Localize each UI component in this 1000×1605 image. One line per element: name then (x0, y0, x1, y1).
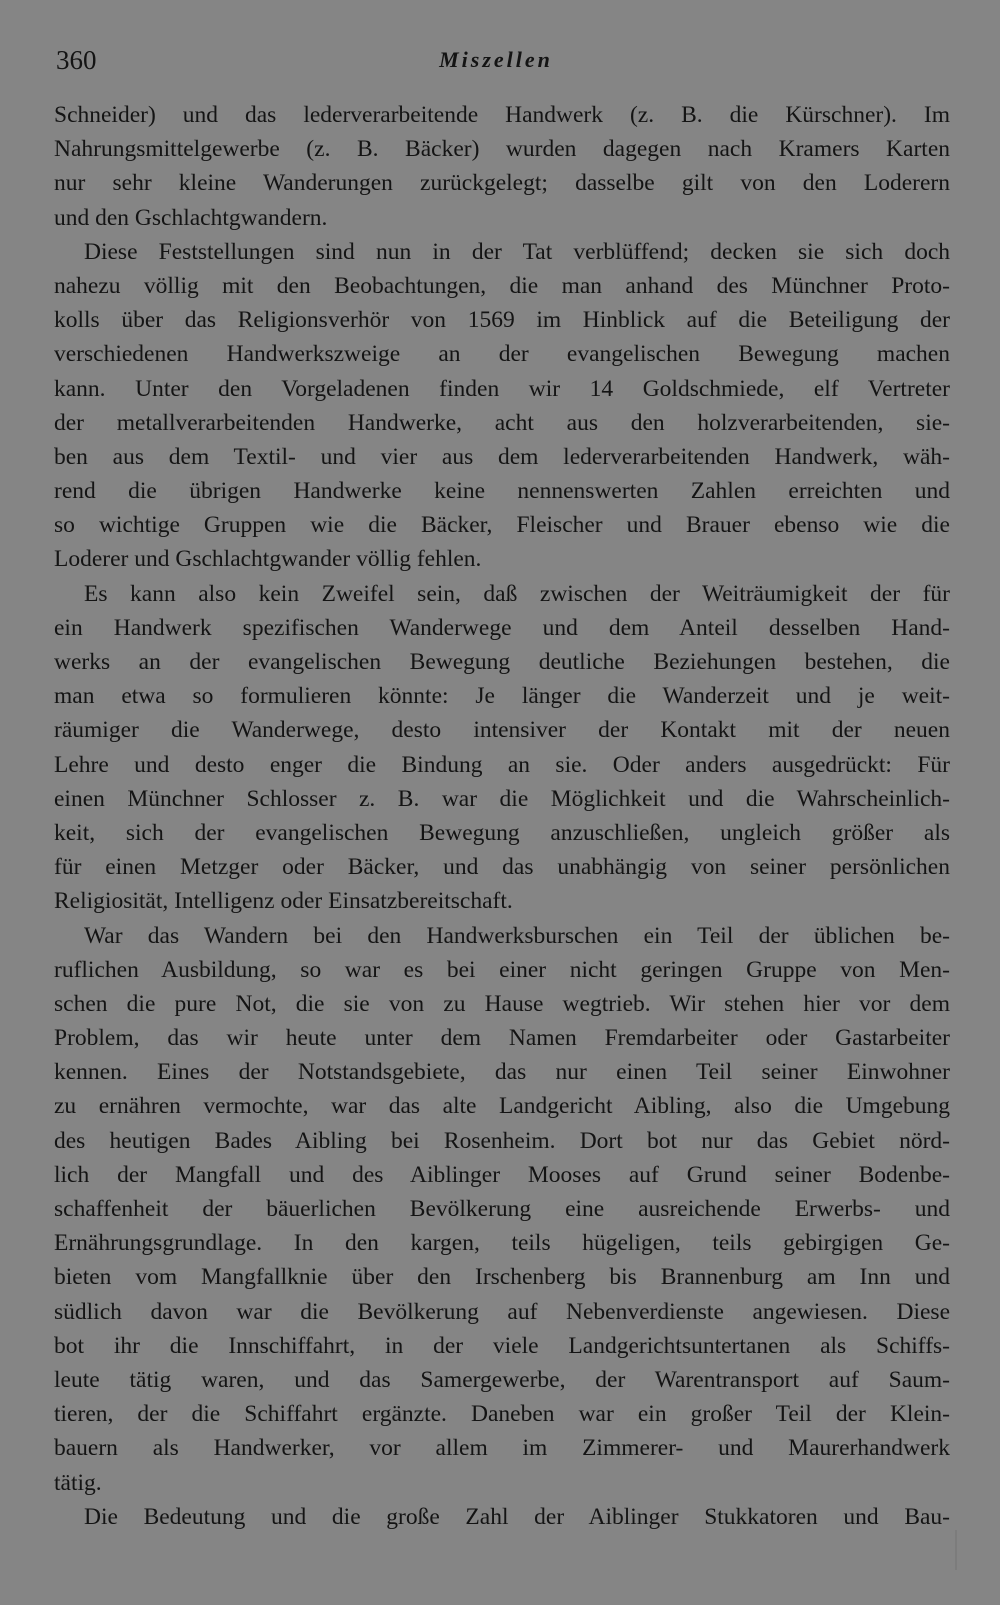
text-line: bot ihr die Innschiffahrt, in der viele Landgerichtsuntertanen als Schiffs- (54, 1332, 950, 1359)
text-line: Schneider) und das lederverarbeitende Handwerk (z. B. die Kürschner). Im (54, 102, 950, 128)
text-line: bieten vom Mangfallknie über den Irschenberg bis Brannenburg am Inn und (54, 1264, 950, 1291)
text-line: nahezu völlig mit den Beobachtungen, die man anhand des Münchner Proto- (54, 272, 950, 299)
text-line: ruflichen Ausbildung, so war es bei einer nicht geringen Gruppe von Men- (54, 956, 950, 983)
text-line: tieren, der die Schiffahrt ergänzte. Daneben war ein großer Teil der Klein- (54, 1401, 950, 1428)
text-line: man etwa so formulieren könnte: Je länger die Wanderzeit und je weit- (54, 683, 950, 710)
text-line: Ernährungsgrundlage. In den kargen, teils hügeligen, teils gebirgigen Ge- (54, 1230, 950, 1257)
text-line: Lehre und desto enger die Bindung an sie. Oder anders ausgedrückt: Für (54, 751, 950, 778)
paragraph (54, 1500, 950, 1534)
paragraph (54, 235, 950, 577)
text-line: räumiger die Wanderwege, desto intensiver der Kontakt mit der neuen (54, 717, 950, 744)
text-line: Problem, das wir heute unter dem Namen Fremdarbeiter oder Gastarbeiter (54, 1025, 950, 1052)
text-line: südlich davon war die Bevölkerung auf Nebenverdienste angewiesen. Diese (54, 1298, 950, 1325)
text-line: Nahrungsmittelgewerbe (z. B. Bäcker) wurden dagegen nach Kramers Karten (54, 136, 950, 163)
text-line: lich der Mangfall und des Aiblinger Mooses auf Grund seiner Bodenbe- (54, 1161, 950, 1188)
text-line: nur sehr kleine Wanderungen zurückgelegt; dasselbe gilt von den Loderern (54, 170, 950, 197)
page-header (56, 40, 936, 80)
text-line: kolls über das Religionsverhör von 1569 im Hinblick auf die Beteiligung der (54, 307, 950, 334)
text-line: so wichtige Gruppen wie die Bäcker, Fleischer und Brauer ebenso wie die (54, 512, 950, 539)
text-line: der metallverarbeitenden Handwerke, acht aus den holzverarbeitenden, sie- (54, 409, 950, 436)
page-number: 360 (56, 45, 97, 75)
paragraph (54, 577, 950, 919)
text-line: werks an der evangelischen Bewegung deutliche Beziehungen bestehen, die (54, 649, 950, 675)
text-line: bauern als Handwerker, vor allem im Zimmerer- und Maurerhandwerk (54, 1435, 950, 1462)
text-line: Es kann also kein Zweifel sein, daß zwischen der Weiträumigkeit der für (84, 580, 950, 607)
scan-artifact (955, 1530, 957, 1570)
text-line: rend die übrigen Handwerke keine nennenswerten Zahlen erreichten und (54, 478, 950, 505)
running-head: Miszellen (439, 47, 553, 72)
text-line: kennen. Eines der Notstandsgebiete, das nur einen Teil seiner Einwohner (54, 1059, 950, 1086)
text-line: schaffenheit der bäuerlichen Bevölkerung eine ausreichende Erwerbs- und (54, 1196, 950, 1222)
text-line: leute tätig waren, und das Samergewerbe, der Warentransport auf Saum- (54, 1366, 950, 1393)
text-line: kann. Unter den Vorgeladenen finden wir 14 Goldschmiede, elf Vertreter (54, 375, 950, 402)
text-line: Religiosität, Intelligenz oder Einsatzbereitschaft. (54, 888, 513, 915)
text-line: des heutigen Bades Aibling bei Rosenheim. Dort bot nur das Gebiet nörd- (54, 1127, 950, 1154)
text-line: Die Bedeutung und die große Zahl der Aiblinger Stukkatoren und Bau- (84, 1503, 950, 1530)
text-line: Loderer und Gschlachtgwander völlig fehlen. (54, 546, 482, 573)
text-line: ein Handwerk spezifischen Wanderwege und dem Anteil desselben Hand- (54, 614, 950, 641)
text-line: verschiedenen Handwerkszweige an der evangelischen Bewegung machen (54, 341, 950, 368)
body-text (54, 98, 950, 1534)
text-line: War das Wandern bei den Handwerksburschen ein Teil der üblichen be- (84, 922, 950, 949)
paragraph (54, 919, 950, 1500)
text-line: zu ernähren vermochte, war das alte Landgericht Aibling, also die Umgebung (54, 1093, 950, 1120)
text-line: einen Münchner Schlosser z. B. war die Möglichkeit und die Wahrscheinlich- (54, 785, 950, 812)
paragraph (54, 98, 950, 235)
text-line: für einen Metzger oder Bäcker, und das unabhängig von seiner persönlichen (54, 854, 950, 881)
text-line: und den Gschlachtgwandern. (54, 204, 328, 231)
text-line: Diese Feststellungen sind nun in der Tat verblüffend; decken sie sich doch (84, 238, 950, 265)
text-line: keit, sich der evangelischen Bewegung anzuschließen, ungleich größer als (54, 819, 950, 846)
text-line: tätig. (54, 1469, 102, 1496)
text-line: schen die pure Not, die sie von zu Hause wegtrieb. Wir stehen hier vor dem (54, 990, 950, 1017)
text-line: ben aus dem Textil- und vier aus dem lederverarbeitenden Handwerk, wäh- (54, 443, 950, 470)
